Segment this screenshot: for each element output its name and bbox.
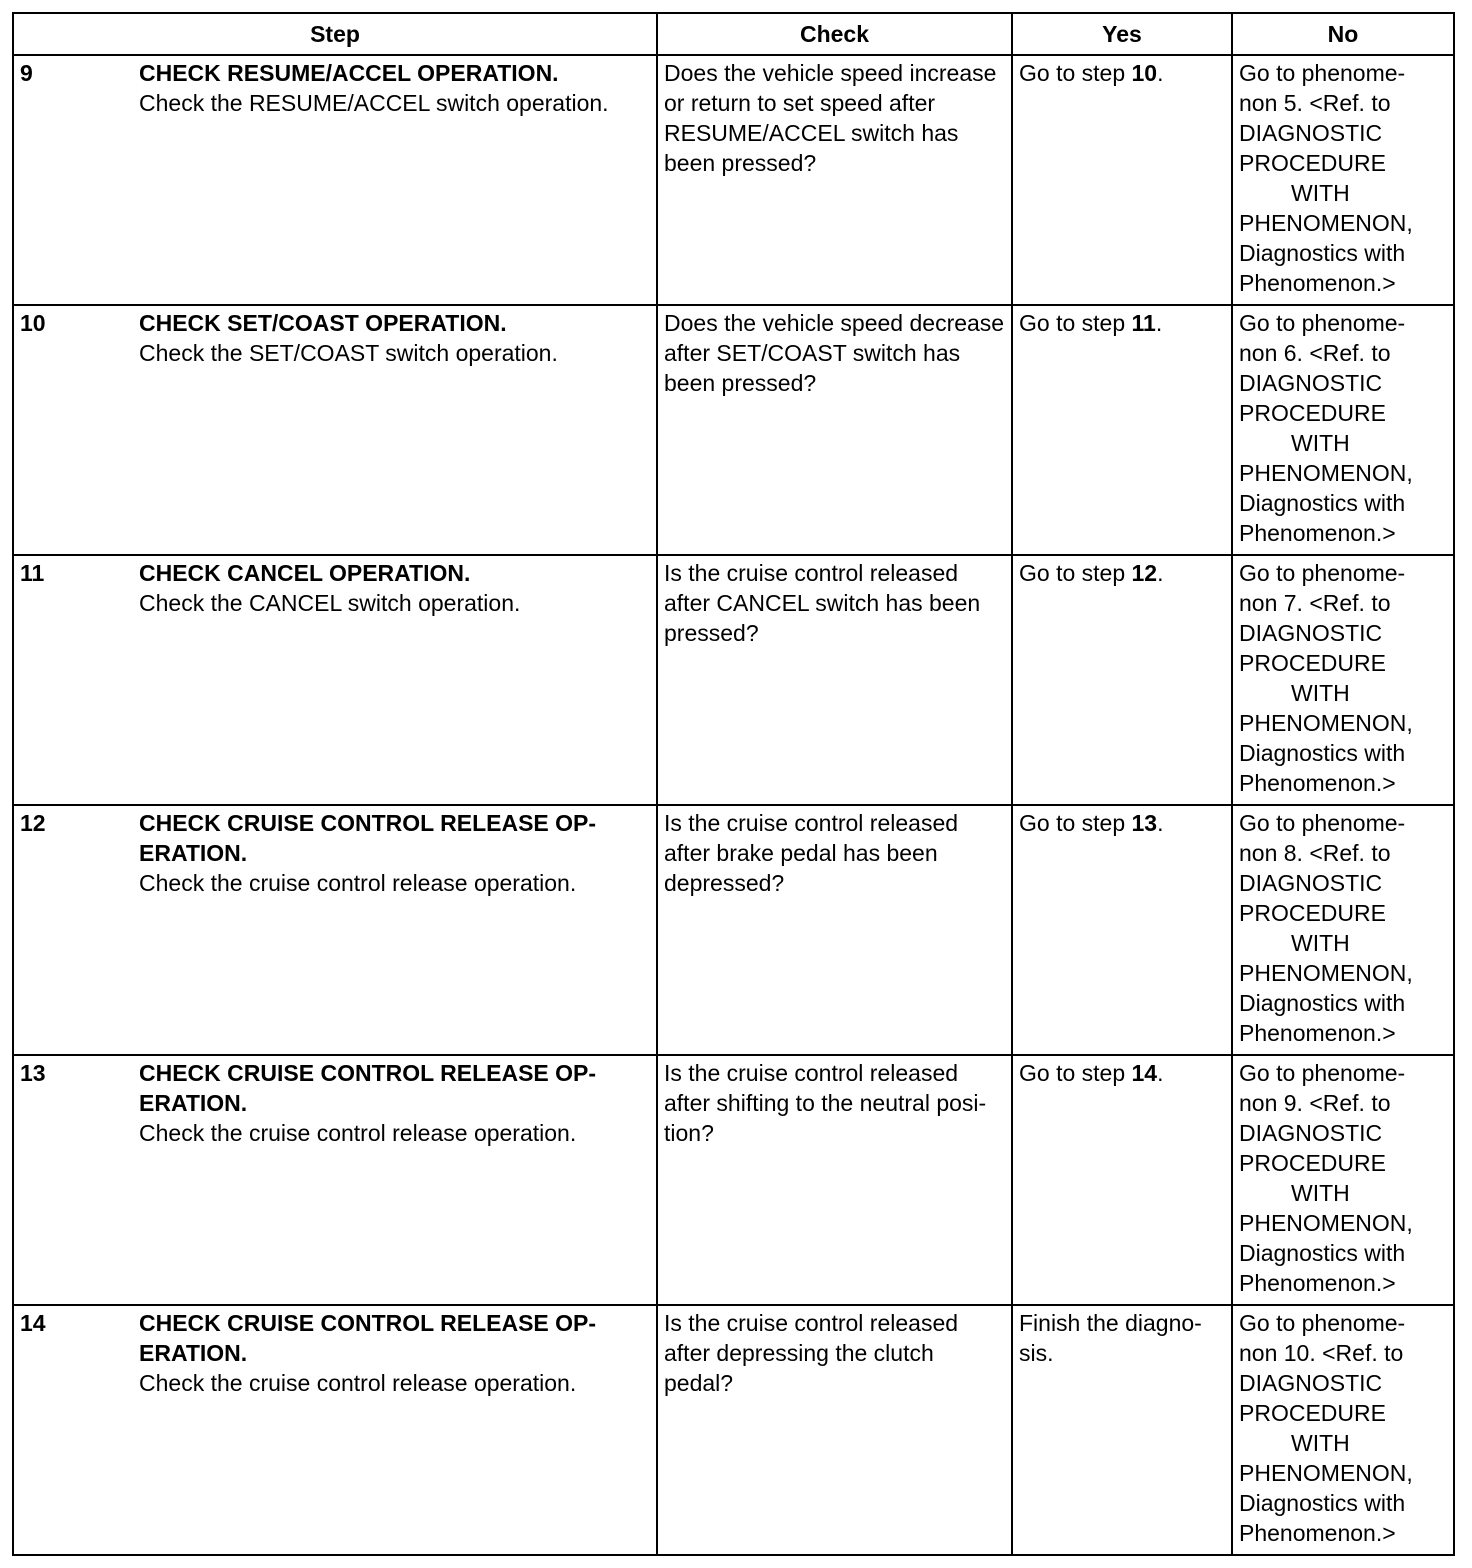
step-title: CHECK CRUISE CONTROL RELEASE OP- ERATION. xyxy=(139,810,597,866)
no-action-line: Go to phenome- xyxy=(1239,310,1406,336)
yes-step-number: 10 xyxy=(1131,60,1158,86)
no-action-line: non 8. <Ref. to xyxy=(1239,840,1391,866)
check-question: Is the cruise control released after depressing the clutch pedal? xyxy=(664,1310,959,1396)
yes-prefix: Go to step xyxy=(1019,1060,1132,1086)
check-question: Is the cruise control released after shifting to the neutral posi- tion? xyxy=(664,1060,987,1146)
no-action-line: WITH xyxy=(1291,430,1350,456)
no-action-line: PHENOMENON, xyxy=(1239,210,1413,236)
yes-cell xyxy=(1012,55,1232,305)
no-action-line: Phenomenon.> xyxy=(1239,1020,1396,1046)
step-title: CHECK CRUISE CONTROL RELEASE OP- ERATION. xyxy=(139,1060,597,1116)
no-cell xyxy=(1232,1305,1454,1555)
table-body xyxy=(13,55,1454,1555)
yes-step-number: 13 xyxy=(1131,810,1158,836)
no-cell xyxy=(1232,55,1454,305)
check-question: Does the vehicle speed increase or return to set speed after RESUME/ACCEL switch has been pressed? xyxy=(664,60,997,176)
yes-action xyxy=(1019,308,1225,338)
table-row xyxy=(13,305,1454,555)
yes-step-number: 12 xyxy=(1131,560,1158,586)
yes-suffix: . xyxy=(1157,810,1164,836)
header-no: No xyxy=(1232,13,1454,55)
table-row xyxy=(13,1305,1454,1555)
table-row xyxy=(13,1055,1454,1305)
step-instruction: Check the SET/COAST switch operation. xyxy=(139,340,558,366)
no-action-line: Go to phenome- xyxy=(1239,60,1406,86)
no-cell xyxy=(1232,305,1454,555)
check-cell xyxy=(657,305,1012,555)
yes-action xyxy=(1019,808,1225,838)
step-cell xyxy=(133,305,657,555)
check-cell xyxy=(657,555,1012,805)
yes-action xyxy=(1019,58,1225,88)
step-instruction: Check the cruise control release operation. xyxy=(139,1120,577,1146)
diagnostic-page xyxy=(12,12,1455,1556)
step-number: 13 xyxy=(20,1060,46,1086)
table-row xyxy=(13,555,1454,805)
check-cell xyxy=(657,55,1012,305)
yes-suffix: . xyxy=(1157,1060,1164,1086)
header-yes: Yes xyxy=(1012,13,1232,55)
step-instruction: Check the CANCEL switch operation. xyxy=(139,590,521,616)
no-action-line: Diagnostics with xyxy=(1239,490,1406,516)
diagnostic-table xyxy=(12,12,1455,1556)
no-action-line: WITH xyxy=(1291,180,1350,206)
no-action-line: Phenomenon.> xyxy=(1239,1270,1396,1296)
step-title: CHECK SET/COAST OPERATION. xyxy=(139,310,507,336)
step-number-cell xyxy=(13,555,133,805)
step-number: 11 xyxy=(20,560,45,586)
yes-suffix: . xyxy=(1157,560,1164,586)
no-action-line: Go to phenome- xyxy=(1239,1310,1406,1336)
no-action-line: PHENOMENON, xyxy=(1239,710,1413,736)
step-cell xyxy=(133,1305,657,1555)
step-title: CHECK CRUISE CONTROL RELEASE OP- ERATION. xyxy=(139,1310,597,1366)
step-title: CHECK CANCEL OPERATION. xyxy=(139,560,471,586)
no-action-line: DIAGNOSTIC xyxy=(1239,1370,1383,1396)
yes-prefix: Go to step xyxy=(1019,60,1132,86)
yes-prefix: Go to step xyxy=(1019,310,1132,336)
step-instruction: Check the cruise control release operation. xyxy=(139,1370,577,1396)
no-action-line: PHENOMENON, xyxy=(1239,1460,1413,1486)
no-action-line: PHENOMENON, xyxy=(1239,460,1413,486)
step-number-cell xyxy=(13,805,133,1055)
no-action-line: DIAGNOSTIC xyxy=(1239,620,1383,646)
no-action-line: DIAGNOSTIC xyxy=(1239,1120,1383,1146)
no-action-line: non 10. <Ref. to xyxy=(1239,1340,1404,1366)
no-action-line: Go to phenome- xyxy=(1239,810,1406,836)
no-action-line: Phenomenon.> xyxy=(1239,520,1396,546)
step-number-cell xyxy=(13,1055,133,1305)
no-action-line: PHENOMENON, xyxy=(1239,1210,1413,1236)
yes-cell xyxy=(1012,555,1232,805)
no-action-line: PROCEDURE xyxy=(1239,400,1386,426)
no-action-line: non 6. <Ref. to xyxy=(1239,340,1391,366)
yes-cell xyxy=(1012,805,1232,1055)
step-number-cell xyxy=(13,305,133,555)
step-cell xyxy=(133,1055,657,1305)
step-cell xyxy=(133,555,657,805)
no-action-line: WITH xyxy=(1291,1430,1350,1456)
table-row xyxy=(13,55,1454,305)
no-cell xyxy=(1232,1055,1454,1305)
yes-cell xyxy=(1012,1055,1232,1305)
check-question: Is the cruise control released after brake pedal has been depressed? xyxy=(664,810,959,896)
yes-action xyxy=(1019,1308,1225,1368)
no-action-line: non 5. <Ref. to xyxy=(1239,90,1391,116)
no-cell xyxy=(1232,555,1454,805)
yes-step-number: 14 xyxy=(1131,1060,1158,1086)
no-action-line: Diagnostics with xyxy=(1239,990,1406,1016)
yes-prefix: Go to step xyxy=(1019,810,1132,836)
no-action-line: Phenomenon.> xyxy=(1239,270,1396,296)
check-cell xyxy=(657,1055,1012,1305)
yes-cell xyxy=(1012,305,1232,555)
no-action-line: PROCEDURE xyxy=(1239,1400,1386,1426)
no-action-line: PROCEDURE xyxy=(1239,650,1386,676)
no-action-line: Phenomenon.> xyxy=(1239,770,1396,796)
step-number: 12 xyxy=(20,810,46,836)
no-action-line: Phenomenon.> xyxy=(1239,1520,1396,1546)
no-action-line: non 9. <Ref. to xyxy=(1239,1090,1391,1116)
step-number: 9 xyxy=(20,60,33,86)
no-action-line: WITH xyxy=(1291,680,1350,706)
no-action-line: DIAGNOSTIC xyxy=(1239,870,1383,896)
step-instruction: Check the cruise control release operation. xyxy=(139,870,577,896)
table-header xyxy=(13,13,1454,55)
yes-action xyxy=(1019,1058,1225,1088)
no-action-line: DIAGNOSTIC xyxy=(1239,370,1383,396)
yes-prefix: Finish the diagno- sis. xyxy=(1019,1310,1202,1366)
step-cell xyxy=(133,805,657,1055)
check-cell xyxy=(657,1305,1012,1555)
no-action-line: WITH xyxy=(1291,930,1350,956)
step-number: 14 xyxy=(20,1310,46,1336)
step-instruction: Check the RESUME/ACCEL switch operation. xyxy=(139,90,609,116)
no-action-line: PHENOMENON, xyxy=(1239,960,1413,986)
no-action-line: Diagnostics with xyxy=(1239,1240,1406,1266)
no-action-line: Go to phenome- xyxy=(1239,560,1406,586)
no-action-line: PROCEDURE xyxy=(1239,150,1386,176)
no-action-line: Diagnostics with xyxy=(1239,1490,1406,1516)
step-cell xyxy=(133,55,657,305)
step-number-cell xyxy=(13,55,133,305)
step-title: CHECK RESUME/ACCEL OPERATION. xyxy=(139,60,559,86)
yes-action xyxy=(1019,558,1225,588)
step-number-cell xyxy=(13,1305,133,1555)
no-action-line: DIAGNOSTIC xyxy=(1239,120,1383,146)
yes-suffix: . xyxy=(1155,310,1163,336)
header-step: Step xyxy=(13,13,657,55)
no-action-line: PROCEDURE xyxy=(1239,1150,1386,1176)
no-action-line: Diagnostics with xyxy=(1239,240,1406,266)
yes-step-number: 11 xyxy=(1131,310,1156,336)
header-row xyxy=(13,13,1454,55)
no-action-line: Diagnostics with xyxy=(1239,740,1406,766)
check-cell xyxy=(657,805,1012,1055)
table-row xyxy=(13,805,1454,1055)
yes-cell xyxy=(1012,1305,1232,1555)
no-cell xyxy=(1232,805,1454,1055)
no-action-line: PROCEDURE xyxy=(1239,900,1386,926)
yes-prefix: Go to step xyxy=(1019,560,1132,586)
no-action-line: Go to phenome- xyxy=(1239,1060,1406,1086)
yes-suffix: . xyxy=(1157,60,1164,86)
check-question: Does the vehicle speed decrease after SET/COAST switch has been pressed? xyxy=(664,310,1005,396)
no-action-line: WITH xyxy=(1291,1180,1350,1206)
header-check: Check xyxy=(657,13,1012,55)
step-number: 10 xyxy=(20,310,46,336)
check-question: Is the cruise control released after CANCEL switch has been pressed? xyxy=(664,560,981,646)
no-action-line: non 7. <Ref. to xyxy=(1239,590,1391,616)
